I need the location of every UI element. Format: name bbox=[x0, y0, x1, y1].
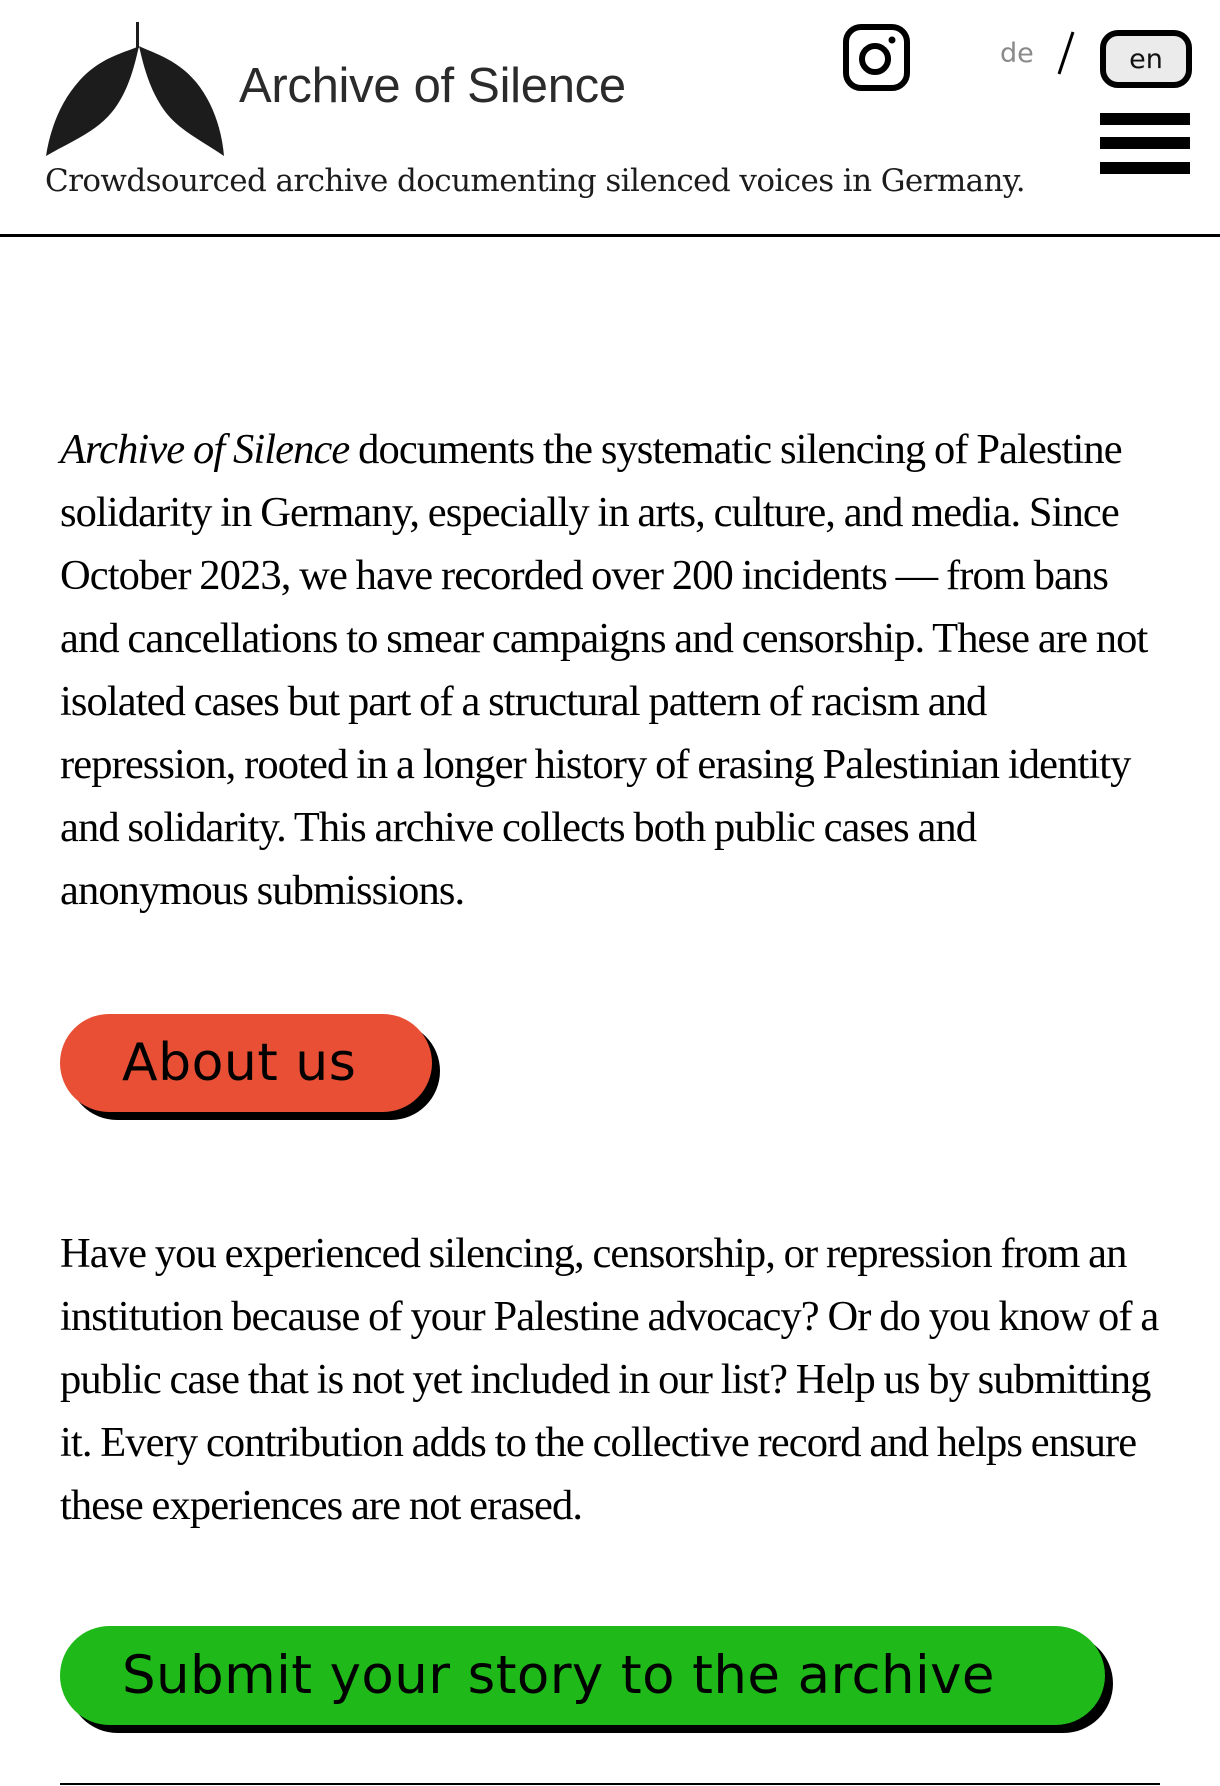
submit-story-button[interactable]: Submit your story to the archive bbox=[60, 1626, 1105, 1725]
instagram-icon bbox=[842, 23, 911, 92]
intro-paragraph bbox=[60, 418, 1170, 922]
hamburger-menu-icon[interactable] bbox=[1100, 113, 1190, 175]
language-option-en-selected[interactable]: en bbox=[1100, 30, 1192, 88]
about-us-button[interactable]: About us bbox=[60, 1014, 432, 1112]
instagram-link[interactable] bbox=[842, 23, 911, 92]
language-switcher bbox=[990, 26, 1190, 88]
header-divider bbox=[0, 234, 1220, 237]
menu-bar bbox=[1100, 162, 1190, 174]
home-logo-link[interactable] bbox=[44, 22, 664, 158]
menu-bar bbox=[1100, 137, 1190, 149]
site-title: Archive of Silence bbox=[239, 59, 626, 113]
language-separator bbox=[1056, 30, 1076, 76]
language-option-de[interactable]: de bbox=[1000, 38, 1034, 69]
intro-body: documents the systematic silencing of Palestine solidarity in Germany, especially in arts, culture, and media. Since October 2023, we have recorded over 200 incidents — from bans and cancellations to smear campaigns and censorship. These are not isolated cases but part of a structural pattern of racism and repression, rooted in a longer history of erasing Palestinian identity and solidarity. This archive collects both public cases and anonymous submissions. bbox=[60, 426, 1148, 914]
menu-bar bbox=[1100, 113, 1190, 125]
section-divider bbox=[60, 1783, 1160, 1785]
site-header bbox=[0, 0, 1220, 235]
submit-invitation-paragraph: Have you experienced silencing, censorship, or repression from an institution because of your Palestine advocacy? Or do you know of a public case that is not yet included in our list? Help us by submitting it. Every contribution adds to the collective record and helps ensure these experiences are not erased. bbox=[60, 1230, 1159, 1529]
intro-title-emphasis: Archive of Silence bbox=[60, 426, 350, 473]
leaves-logo-icon bbox=[44, 22, 234, 156]
site-tagline: Crowdsourced archive documenting silenced voices in Germany. bbox=[45, 163, 1025, 199]
